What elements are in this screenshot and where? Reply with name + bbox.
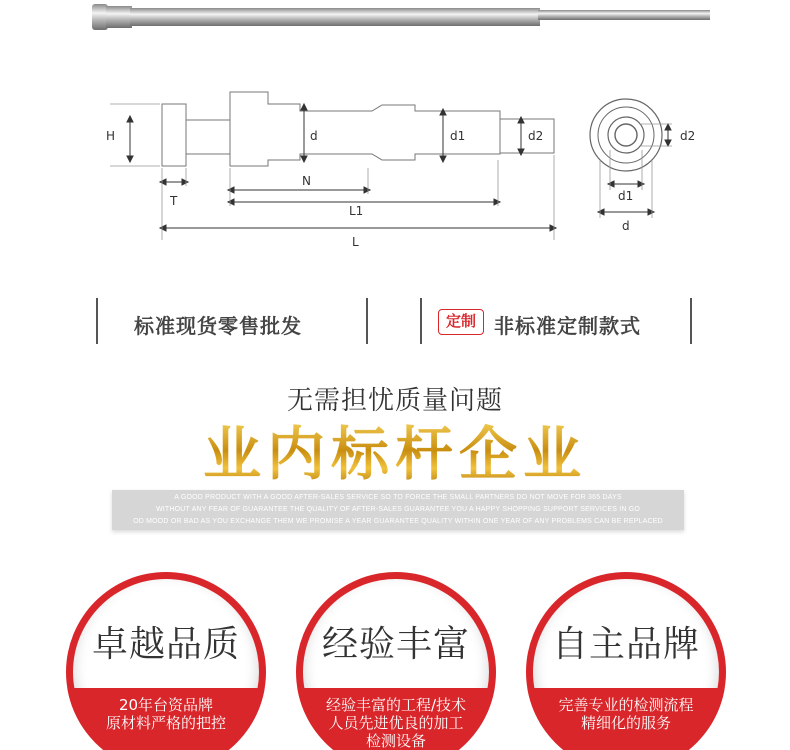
feature-text [526, 696, 726, 732]
feature-line: 经验丰富的工程/技术 [325, 696, 467, 714]
feature-line: 精细化的服务 [580, 714, 671, 732]
quality-headline: 无需担忧质量问题 [286, 386, 503, 416]
dim-T-label: T [170, 194, 178, 208]
divider [96, 298, 98, 344]
standard-stock-label: 标准现货零售批发 [134, 314, 302, 338]
feature-line: 原材料严格的把控 [105, 714, 226, 732]
end-view-d2-label: d2 [680, 129, 696, 143]
feature-line: 人员先进优良的加工 [328, 714, 464, 732]
divider [366, 298, 368, 344]
dim-d1-label: d1 [450, 129, 466, 143]
feature-circle-experience [296, 572, 496, 750]
banner-line: OD MOOD OR BAD AS YOU EXCHANGE THEM WE PROMISE A YEAR GUARANTEE QUALITY WITHIN ONE YEAR OF ANY PROBLEMS CAN BE REPLACED [133, 518, 663, 525]
dim-N-label: N [302, 174, 311, 188]
feature-line: 完善专业的检测流程 [558, 696, 694, 714]
guarantee-banner [112, 490, 684, 530]
feature-title: 自主品牌 [551, 624, 700, 665]
feature-text [296, 696, 496, 750]
technical-drawing [0, 80, 790, 260]
end-view-d-label: d [622, 219, 630, 233]
divider [420, 298, 422, 344]
dim-L1-label: L1 [349, 204, 364, 218]
feature-circle-brand [526, 572, 726, 750]
feature-circle-quality [66, 572, 266, 750]
banner-line: A GOOD PRODUCT WITH A GOOD AFTER-SALES SERVICE SO TO FORCE THE SMALL PARTNERS DO NOT MOVE FOR 365 DAYS [174, 494, 622, 501]
feature-title: 卓越品质 [91, 624, 240, 665]
dim-L-label: L [352, 235, 359, 249]
custom-badge: 定制 [438, 309, 484, 335]
dim-H-label: H [106, 129, 116, 143]
divider [690, 298, 692, 344]
feature-title: 经验丰富 [321, 624, 470, 665]
banner-line: WITHOUT ANY FEAR OF GUARANTEE THE QUALITY OF AFTER-SALES GUARANTEE YOU A HAPPY SHOPPING SUPPORT SERVICES IN GO [155, 506, 641, 513]
feature-text [66, 696, 266, 732]
dim-d2-label: d2 [528, 129, 544, 143]
feature-line: 检测设备 [365, 732, 426, 750]
industry-benchmark-title: 业内标杆企业 [0, 418, 790, 490]
end-view-d1-label: d1 [618, 189, 634, 203]
feature-line: 20年台资品牌 [118, 696, 214, 714]
dim-d-label: d [310, 129, 318, 143]
product-type-row [0, 298, 790, 346]
custom-style-label: 非标准定制款式 [494, 314, 641, 338]
ejector-pin-photo [0, 0, 790, 40]
